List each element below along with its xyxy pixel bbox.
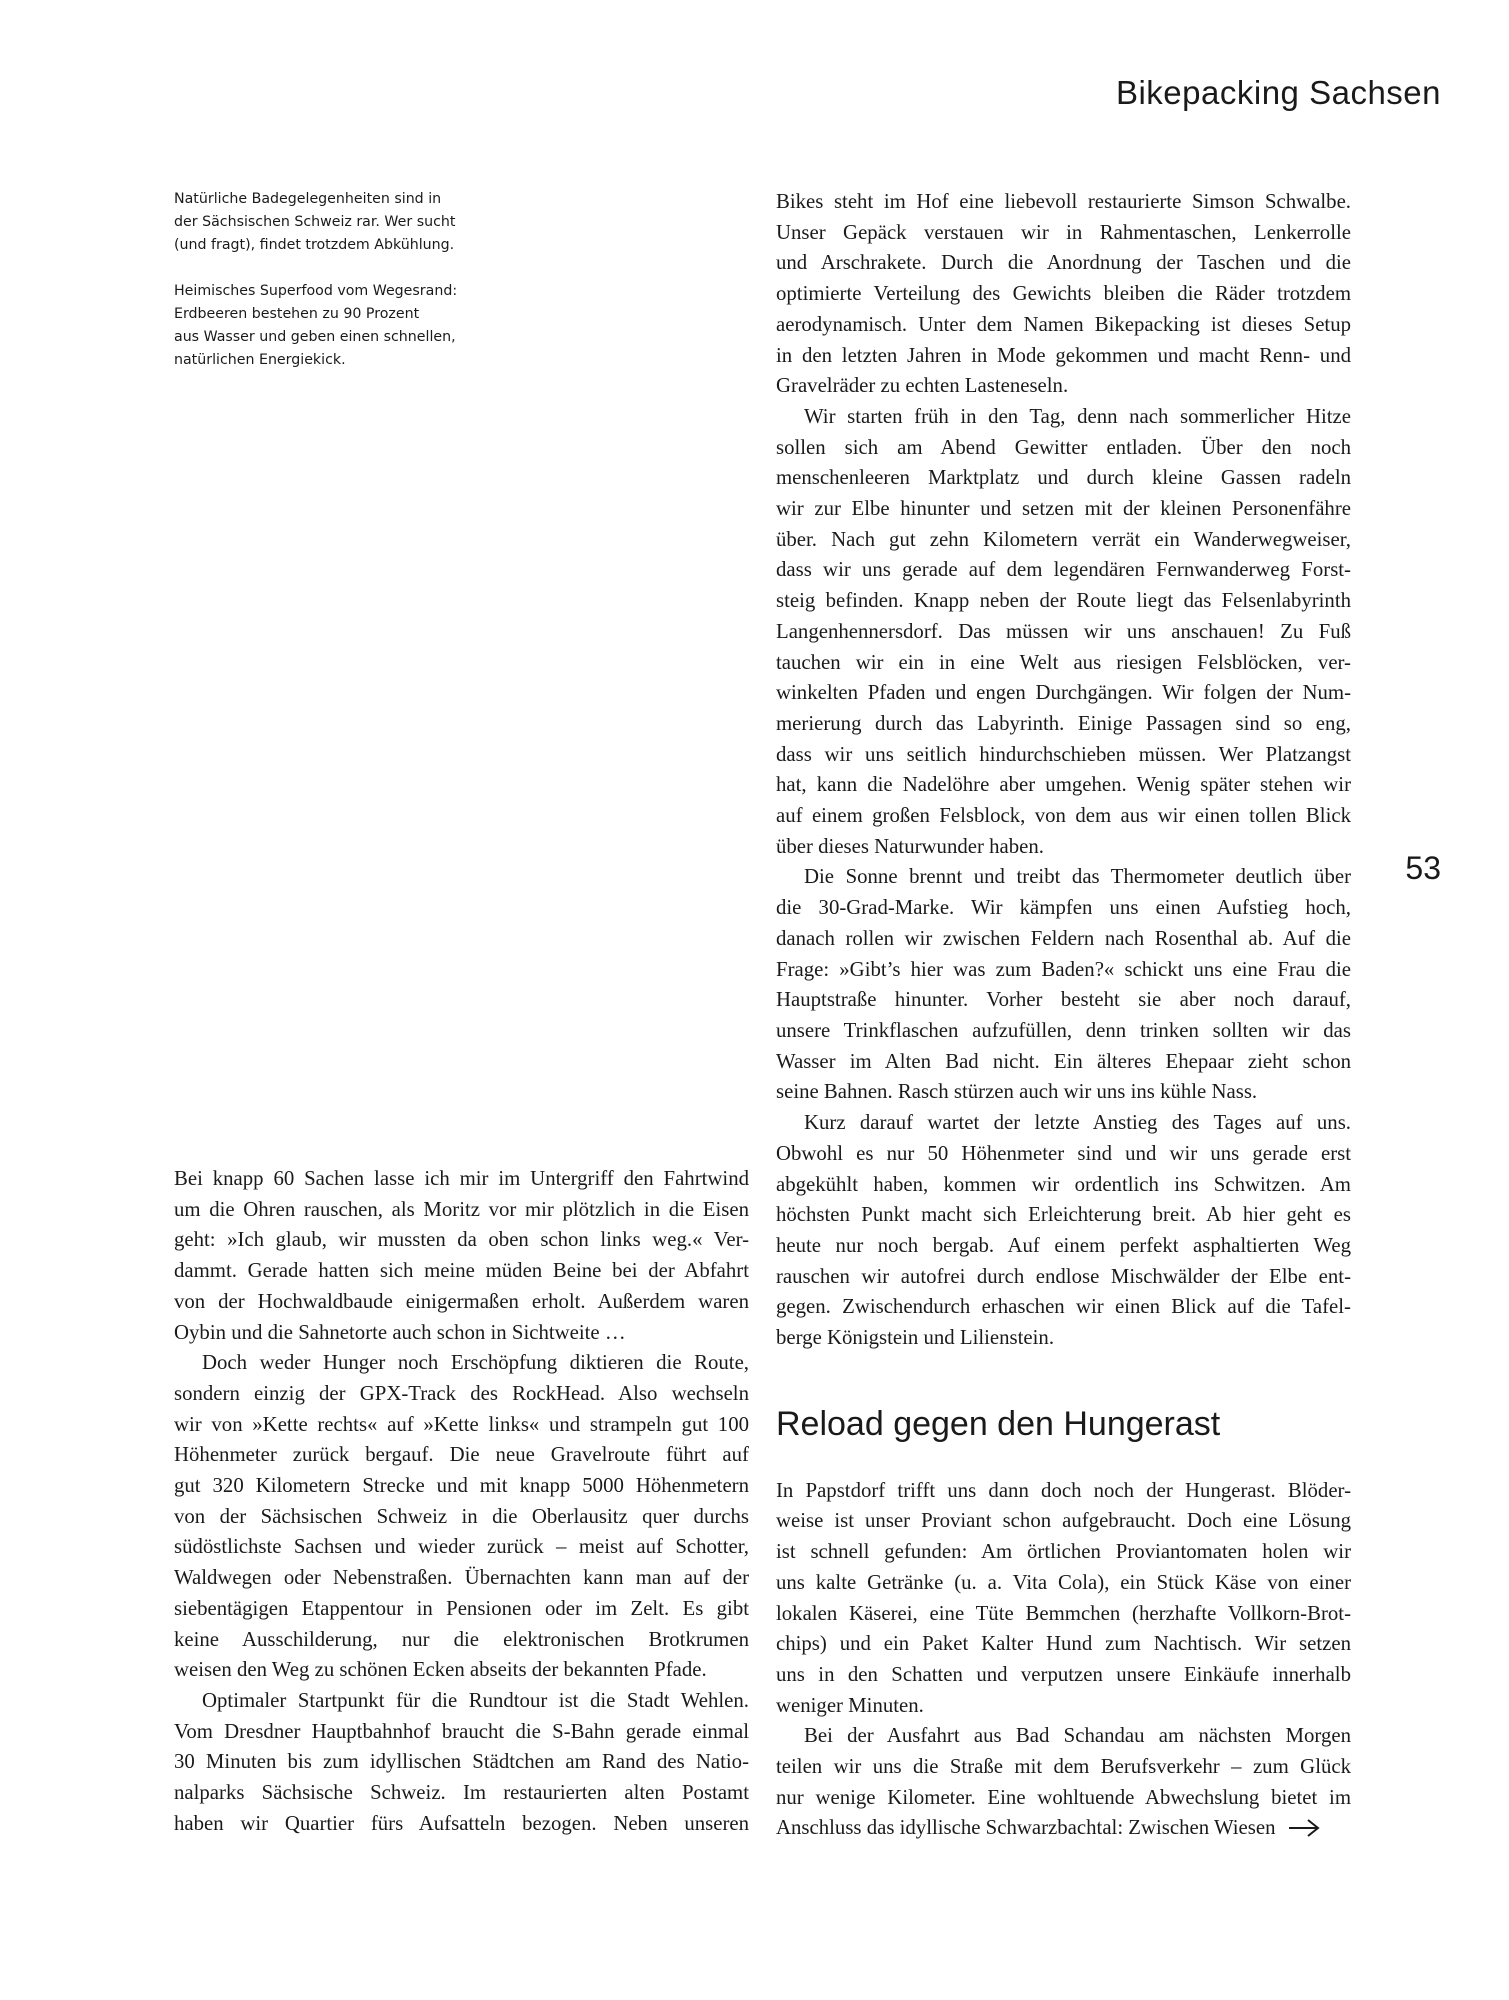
- caption-strawberries: [174, 280, 504, 372]
- caption-line: aus Wasser und geben einen schnellen,: [174, 329, 456, 345]
- text-line: chips) und ein Paket Kalter Hund zum Nachtisch. Wir setzen: [776, 1632, 1351, 1656]
- text-line: Bei knapp 60 Sachen lasse ich mir im Untergriff den Fahrtwind: [174, 1167, 749, 1190]
- text-line: nur wenige Kilometer. Eine wohltuende Abwechslung bietet im: [776, 1785, 1351, 1809]
- text-line: in den letzten Jahren in Mode gekommen und macht Renn- und: [776, 343, 1351, 367]
- text-line: um die Ohren rauschen, als Moritz vor mir plötzlich in die Eisen: [174, 1197, 749, 1221]
- text-line: Obwohl es nur 50 Höhenmeter sind und wir uns gerade erst: [776, 1141, 1351, 1165]
- text-line: von der Hochwaldbaude einigermaßen erholt. Außerdem waren: [174, 1289, 749, 1313]
- caption-line: der Sächsischen Schweiz rar. Wer sucht: [174, 214, 456, 230]
- body-paragraph: [174, 1348, 749, 1686]
- text-line: menschenleeren Marktplatz und durch kleine Gassen radeln: [776, 466, 1351, 490]
- text-line: rauschen wir autofrei durch endlose Mischwälder der Elbe ent-: [776, 1264, 1351, 1288]
- text-line: Frage: »Gibt’s hier was zum Baden?« schickt uns eine Frau die: [776, 957, 1351, 981]
- text-line: unsere Trinkflaschen aufzufüllen, denn trinken sollten wir das: [776, 1018, 1351, 1042]
- text-line: Unser Gepäck verstauen wir in Rahmentaschen, Lenkerrolle: [776, 220, 1351, 244]
- body-paragraph: [174, 1686, 749, 1840]
- caption-line: natürlichen Energiekick.: [174, 352, 346, 368]
- text-line: lokalen Käserei, eine Tüte Bemmchen (herzhafte Vollkorn-Brot-: [776, 1601, 1351, 1625]
- text-line: gegen. Zwischendurch erhaschen wir einen Blick auf die Tafel-: [776, 1295, 1351, 1319]
- text-line: Langenhennersdorf. Das müssen wir uns anschauen! Zu Fuß: [776, 619, 1351, 643]
- text-line: sondern einzig der GPX-Track des RockHead. Also wechseln: [174, 1381, 749, 1405]
- text-line: südöstlichste Sachsen und wieder zurück – meist auf Schotter,: [174, 1535, 749, 1559]
- text-line: tauchen wir ein in eine Welt aus riesigen Felsblöcken, ver-: [776, 650, 1351, 674]
- text-line: Hauptstraße hinunter. Vorher besteht sie aber noch darauf,: [776, 988, 1351, 1012]
- text-line: Optimaler Startpunkt für die Rundtour ist die Stadt Wehlen.: [202, 1688, 749, 1712]
- text-line: Waldwegen oder Nebenstraßen. Übernachten kann man auf der: [174, 1566, 749, 1590]
- text-line: danach rollen wir zwischen Feldern nach Rosenthal ab. Auf die: [776, 926, 1351, 950]
- text-line: dass wir uns gerade auf dem legendären Fernwanderweg Forst-: [776, 558, 1351, 582]
- text-line: steig befinden. Knapp neben der Route liegt das Felsenlabyrinth: [776, 589, 1351, 613]
- text-line: 30 Minuten bis zum idyllischen Städtchen am Rand des Natio-: [174, 1750, 749, 1774]
- text-line: über. Nach gut zehn Kilometern verrät ein Wanderwegweiser,: [776, 527, 1351, 551]
- body-paragraph: [174, 1164, 749, 1348]
- caption-line: Heimisches Superfood vom Wegesrand:: [174, 283, 458, 299]
- text-line: nalparks Sächsische Schweiz. Im restaurierten alten Postamt: [174, 1781, 749, 1805]
- text-line: In Papstdorf trifft uns dann doch noch der Hungerast. Blöder-: [776, 1478, 1351, 1502]
- text-line: gut 320 Kilometern Strecke und mit knapp 5000 Höhenmetern: [174, 1474, 749, 1498]
- caption-line: Erdbeeren bestehen zu 90 Prozent: [174, 306, 420, 322]
- arrow-right-icon: [1288, 1818, 1320, 1838]
- caption-line: (und fragt), findet trotzdem Abkühlung.: [174, 237, 455, 253]
- body-paragraph: [776, 1721, 1351, 1844]
- left-text-column: [174, 1164, 749, 1839]
- text-line: Doch weder Hunger noch Erschöpfung diktieren die Route,: [202, 1351, 749, 1375]
- body-paragraph: [776, 402, 1351, 863]
- text-line: keine Ausschilderung, nur die elektronischen Brotkrumen: [174, 1627, 749, 1651]
- text-line: Höhenmeter zurück bergauf. Die neue Gravelroute führt auf: [174, 1443, 749, 1467]
- body-paragraph: [776, 862, 1351, 1108]
- text-line: heute nur noch bergab. Auf einem perfekt asphaltierten Weg: [776, 1233, 1351, 1257]
- text-line: sollen sich am Abend Gewitter entladen. Über den noch: [776, 435, 1351, 459]
- text-line: abgekühlt haben, kommen wir ordentlich ins Schwitzen. Am: [776, 1172, 1351, 1196]
- text-line: siebentägigen Etappentour in Pensionen oder im Zelt. Es gibt: [174, 1596, 749, 1620]
- text-line: Wir starten früh in den Tag, denn nach sommerlicher Hitze: [804, 404, 1351, 428]
- last-text-line: [776, 1813, 1351, 1844]
- text-line: dammt. Gerade hatten sich meine müden Beine bei der Abfahrt: [174, 1259, 749, 1283]
- text-line: seine Bahnen. Rasch stürzen auch wir uns ins kühle Nass.: [776, 1080, 1258, 1104]
- body-paragraph: [776, 187, 1351, 402]
- text-line: weise ist unser Proviant schon aufgebraucht. Doch eine Lösung: [776, 1509, 1351, 1533]
- page-number: 53: [1405, 850, 1441, 886]
- body-paragraph: [776, 1476, 1351, 1722]
- text-line: von der Sächsischen Schweiz in die Oberlausitz quer durchs: [174, 1504, 749, 1528]
- text-line: geht: »Ich glaub, wir mussten da oben schon links weg.« Ver-: [174, 1228, 749, 1252]
- text-line: weisen den Weg zu schönen Ecken abseits der bekannten Pfade.: [174, 1658, 707, 1682]
- text-line: hat, kann die Nadelöhre aber umgehen. Wenig später stehen wir: [776, 773, 1351, 797]
- text-line: wir von »Kette rechts« auf »Kette links« und strampeln gut 100: [174, 1412, 749, 1436]
- text-line: auf einem großen Felsblock, von dem aus wir einen tollen Blick: [776, 804, 1351, 828]
- text-line: die 30-Grad-Marke. Wir kämpfen uns einen Aufstieg hoch,: [776, 896, 1351, 920]
- right-text-column: [776, 187, 1351, 1844]
- text-line: haben wir Quartier fürs Aufsatteln bezogen. Neben unseren: [174, 1811, 749, 1835]
- text-line: Vom Dresdner Hauptbahnhof braucht die S-Bahn gerade einmal: [174, 1719, 749, 1743]
- text-line: berge Königstein und Lilienstein.: [776, 1326, 1055, 1350]
- text-line: und Arschrakete. Durch die Anordnung der Taschen und die: [776, 251, 1351, 275]
- text-line: teilen wir uns die Straße mit dem Berufsverkehr – zum Glück: [776, 1755, 1351, 1779]
- caption-line: Natürliche Badegelegenheiten sind in: [174, 191, 442, 207]
- text-line: Die Sonne brennt und treibt das Thermometer deutlich über: [804, 865, 1351, 889]
- text-line: aerodynamisch. Unter dem Namen Bikepacking ist dieses Setup: [776, 312, 1351, 336]
- text-line: uns kalte Getränke (u. a. Vita Cola), ein Stück Käse von einer: [776, 1570, 1351, 1594]
- text-line: Oybin und die Sahnetorte auch schon in Sichtweite …: [174, 1320, 626, 1344]
- text-line: winkelten Pfaden und engen Durchgängen. Wir folgen der Num-: [776, 681, 1351, 705]
- text-line: Kurz darauf wartet der letzte Anstieg des Tages auf uns.: [804, 1111, 1351, 1135]
- text-line: Gravelräder zu echten Lasteneseln.: [776, 374, 1069, 398]
- text-line: merierung durch das Labyrinth. Einige Passagen sind so eng,: [776, 711, 1351, 735]
- text-line: höchsten Punkt macht sich Erleichterung breit. Ab hier geht es: [776, 1203, 1351, 1227]
- text-line: Wasser im Alten Bad nicht. Ein älteres Ehepaar zieht schon: [776, 1049, 1351, 1073]
- text-line: weniger Minuten.: [776, 1693, 924, 1717]
- text-line: Bei der Ausfahrt aus Bad Schandau am nächsten Morgen: [804, 1724, 1351, 1748]
- running-title: Bikepacking Sachsen: [1115, 74, 1441, 111]
- caption-bathing: [174, 188, 504, 257]
- text-line: wir zur Elbe hinunter und setzen mit der kleinen Personenfähre: [776, 497, 1351, 521]
- text-line: über dieses Naturwunder haben.: [776, 834, 1044, 858]
- section-heading: Reload gegen den Hungerast: [776, 1404, 1221, 1443]
- text-line: optimierte Verteilung des Gewichts bleiben die Räder trotzdem: [776, 282, 1351, 306]
- body-paragraph: [776, 1108, 1351, 1354]
- text-line: dass wir uns seitlich hindurchschieben müssen. Wer Platzangst: [776, 742, 1351, 766]
- text-line: Bikes steht im Hof eine liebevoll restaurierte Simson Schwalbe.: [776, 190, 1351, 213]
- text-line: ist schnell gefunden: Am örtlichen Proviantomaten holen wir: [776, 1540, 1351, 1564]
- text-line-text: Anschluss das idyllische Schwarzbachtal: Zwischen Wiesen: [776, 1816, 1276, 1840]
- photo-captions: [174, 188, 504, 395]
- text-line: uns in den Schatten und verputzen unsere Einkäufe innerhalb: [776, 1662, 1351, 1686]
